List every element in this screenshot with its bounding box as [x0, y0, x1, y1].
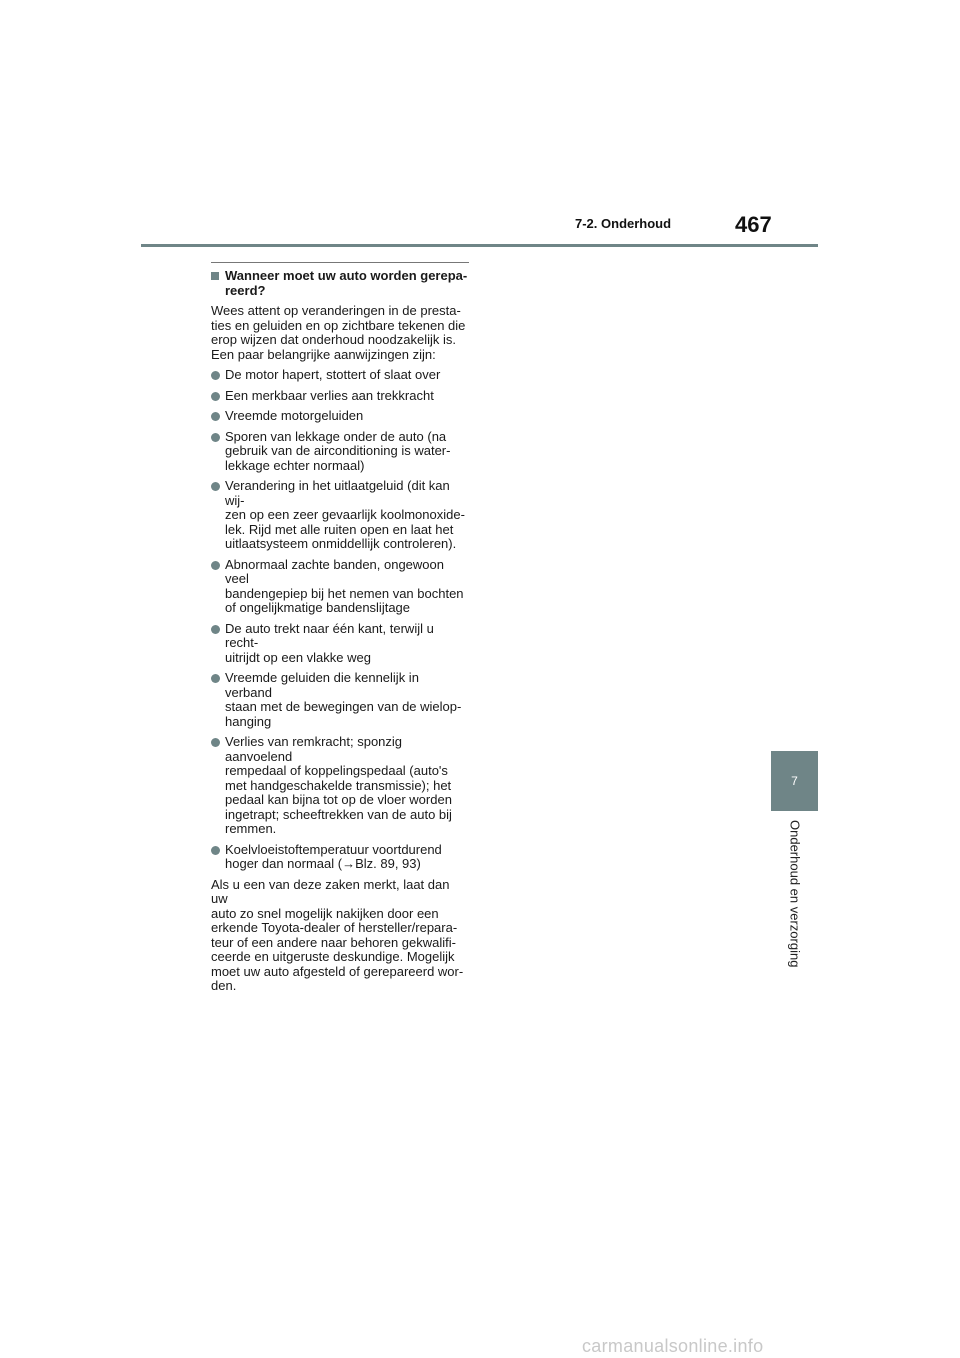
list-item-text: Een merkbaar verlies aan trekkracht	[225, 387, 434, 403]
list-item	[211, 843, 469, 872]
circle-bullet-icon	[211, 561, 220, 570]
main-content	[211, 262, 469, 1000]
list-item	[211, 389, 469, 404]
list-item	[211, 479, 469, 552]
list-item	[211, 622, 469, 666]
intro-paragraph: Wees attent op veranderingen in de presta- ties en geluiden en op zichtbare tekenen die erop wijzen dat onderhoud noodzakelijk is. Een paar belangrijke aanwijzingen zijn:	[211, 303, 466, 362]
chapter-title: Onderhoud en verzorging	[787, 820, 803, 968]
list-item	[211, 558, 469, 616]
list-item-text: De motor hapert, stottert of slaat over	[225, 367, 441, 382]
list-item-text: Vreemde motorgeluiden	[225, 408, 364, 423]
circle-bullet-icon	[211, 738, 220, 747]
list-item-text: Verlies van remkracht; sponzig aanvoelend rempedaal of koppelingspedaal (auto's met handgeschakelde transmissie); het pedaal kan bijna tot op de vloer worden ingetrapt; scheeftrekken van de auto bij remmen.	[225, 734, 452, 836]
list-item	[211, 368, 469, 383]
circle-bullet-icon	[211, 846, 220, 855]
header-divider	[141, 244, 818, 247]
circle-bullet-icon	[211, 371, 220, 380]
chapter-tab	[771, 751, 818, 811]
circle-bullet-icon	[211, 412, 220, 421]
list-item-text: Vreemde geluiden die kennelijk in verband staan met de bewegingen van de wielop- hanging	[225, 670, 462, 729]
closing-paragraph: Als u een van deze zaken merkt, laat dan uw auto zo snel mogelijk nakijken door een erkende Toyota-dealer of hersteller/repara- teur of een andere naar behoren gekwalifi- ceerde en uitgeruste deskundige. Mogelijk moet uw auto afgesteld of gerepareerd wor- den.	[211, 876, 464, 993]
list-item-text: Abnormaal zachte banden, ongewoon veel bandengepiep bij het nemen van bochten of ongelijkmatige bandenslijtage	[225, 556, 464, 615]
square-bullet-icon	[211, 272, 219, 280]
circle-bullet-icon	[211, 674, 220, 683]
list-item-text: Koelvloeistoftemperatuur voortdurend hoger dan normaal (→Blz. 89, 93)	[225, 841, 442, 871]
list-item	[211, 430, 469, 474]
circle-bullet-icon	[211, 625, 220, 634]
list-item-text: De auto trekt naar één kant, terwijl u recht- uitrijdt op een vlakke weg	[225, 620, 434, 665]
symptom-list	[211, 368, 469, 872]
section-title: 7-2. Onderhoud	[575, 216, 672, 231]
page-number: 467	[735, 212, 772, 237]
subheading-text: Wanneer moet uw auto worden gerepa- reerd?	[225, 268, 468, 298]
list-item	[211, 409, 469, 424]
list-item	[211, 735, 469, 837]
circle-bullet-icon	[211, 482, 220, 491]
subheading-divider	[211, 262, 469, 263]
circle-bullet-icon	[211, 433, 220, 442]
circle-bullet-icon	[211, 392, 220, 401]
list-item	[211, 671, 469, 729]
subheading	[211, 269, 469, 298]
watermark-text: carmanualsonline.info	[582, 1336, 764, 1356]
list-item-text: Sporen van lekkage onder de auto (na gebruik van de airconditioning is water- lekkage echter normaal)	[225, 428, 451, 473]
list-item-text: Verandering in het uitlaatgeluid (dit kan wij- zen op een zeer gevaarlijk koolmonoxide- lek. Rijd met alle ruiten open en laat het uitlaatsysteem onmiddellijk controleren).	[225, 478, 465, 551]
chapter-number: 7	[791, 774, 798, 788]
